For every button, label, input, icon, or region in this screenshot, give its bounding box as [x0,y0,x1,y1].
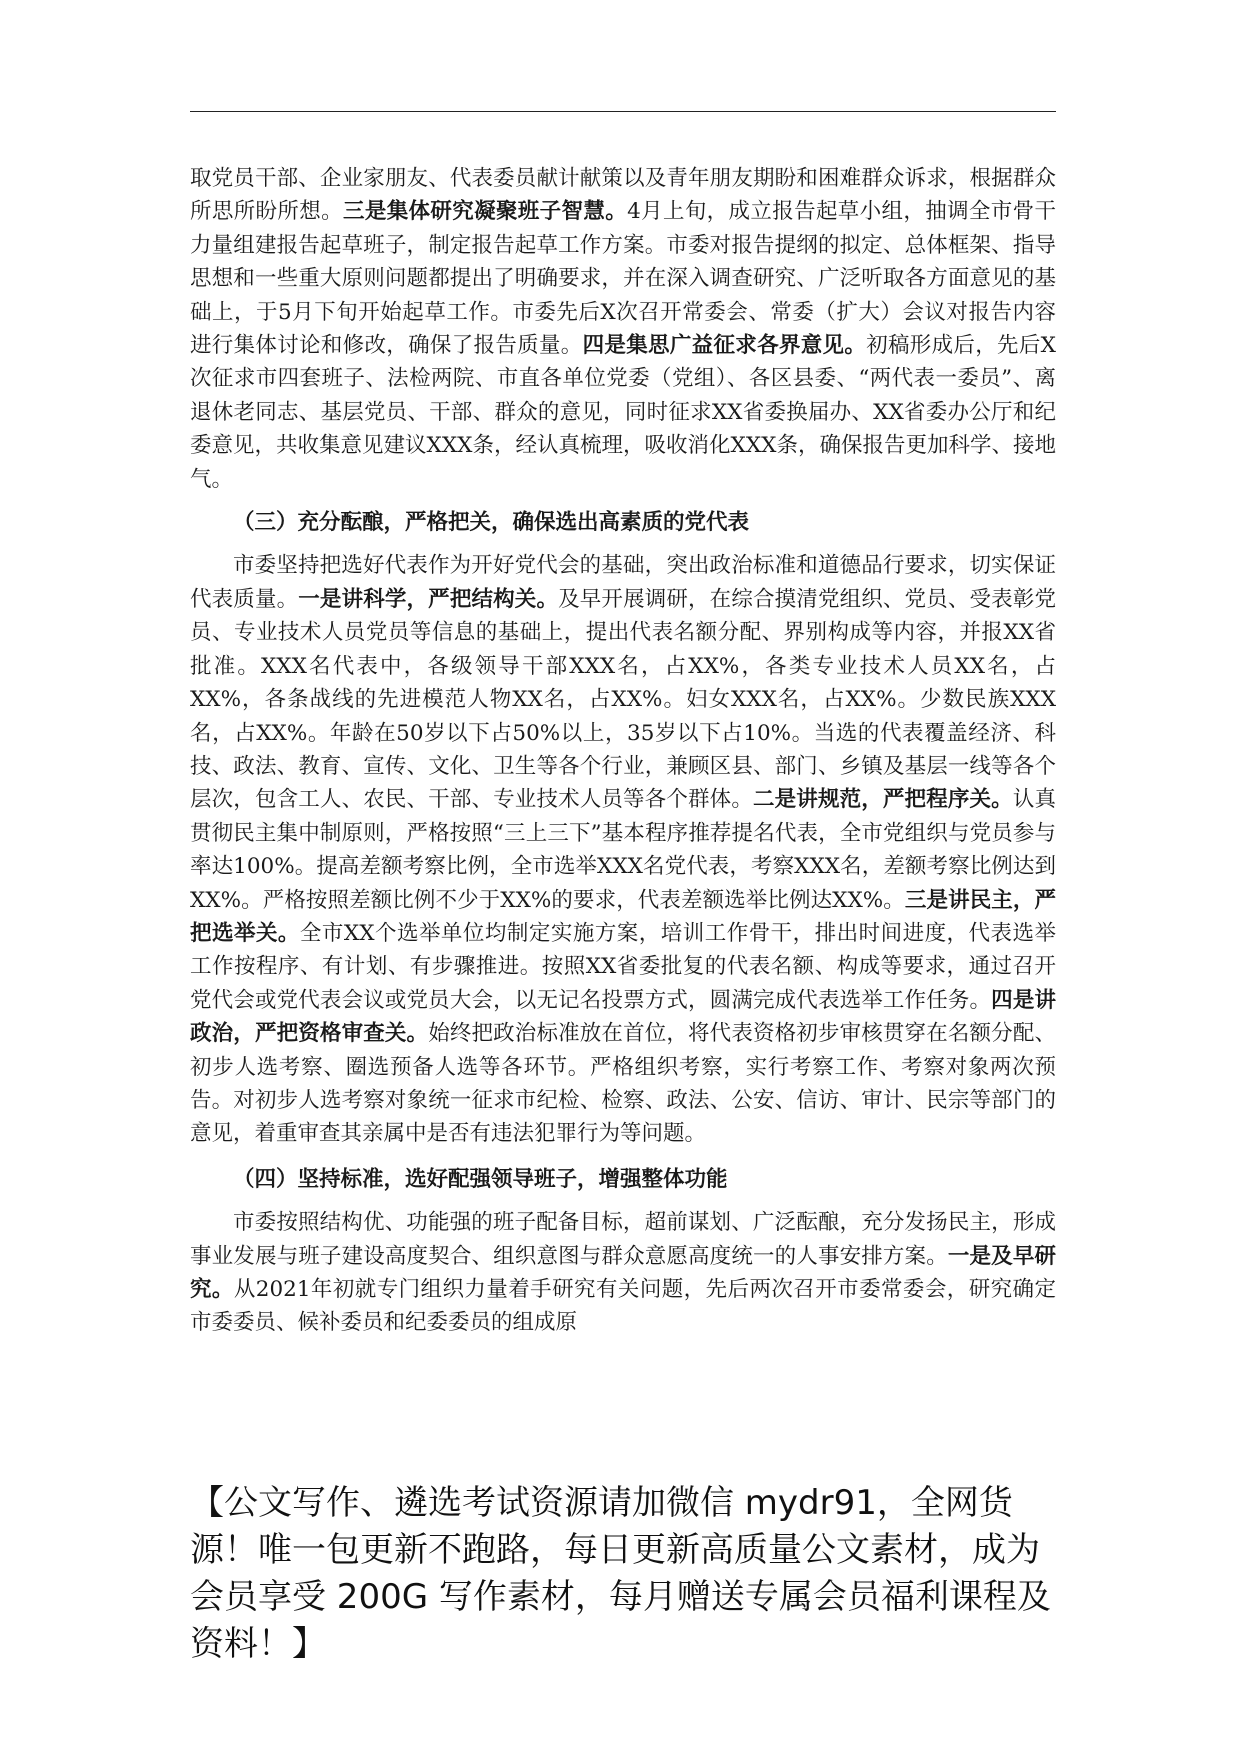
paragraph-text: 从2021年初就专门组织力量着手研究有关问题，先后两次召开市委常委会，研究确定市委委员、候补委员和纪委委员的组成原 [190,1277,1056,1336]
lead-phrase: 三是集体研究凝聚班子智慧。 [342,199,628,225]
section-heading-4: （四）坚持标准，选好配强领导班子，增强整体功能 [233,1166,728,1192]
header-rule [190,111,1056,112]
lead-phrase: 一是讲科学，严把结构关。 [298,586,559,612]
paragraph-text: 取党员干部、企业家朋友、代表委员献计献策以及青年朋友期盼和困难群众诉求，根据群众所思所盼所想。 [190,166,1056,225]
paragraph-delegates [190,549,1056,1150]
paragraph-text: 市委坚持把选好代表作为开好党代会的基础，突出政治标准和道德品行要求，切实保证代表质量。 [190,553,1056,612]
paragraph-drafting [190,162,1056,496]
section-heading-3: （三）充分酝酿，严格把关，确保选出高素质的党代表 [233,510,750,536]
lead-phrase: 二是讲规范，严把程序关。 [752,787,1013,813]
lead-phrase: 一是及早研究。 [190,1243,1056,1302]
promo-banner: 【公文写作、遴选考试资源请加微信 mydr91，全网货源！唯一包更新不跑路，每日更新高质量公文素材，成为会员享受 200G 写作素材，每月赠送专属会员福利课程及资料！】 [190,1483,1051,1664]
paragraph-leadership [190,1206,1056,1340]
paragraph-text: 4月上旬，成立报告起草小组，抽调全市骨干力量组建报告起草班子，制定报告起草工作方案。市委对报告提纲的拟定、总体框架、指导思想和一些重大原则问题都提出了明确要求，并在深入调查研究、广泛听取各方面意见的基础上，于5月下旬开始起草工作。市委先后X次召开常委会、常委（扩大）会议对报告内容进行集体讨论和修改，确保了报告质量。 [190,199,1056,359]
paragraph-text: 始终把政治标准放在首位，将代表资格初步审核贯穿在名额分配、初步人选考察、圈选预备人选等各环节。严格组织考察，实行考察工作、考察对象两次预告。对初步人选考察对象统一征求市纪检、检察、政法、公安、信访、审计、民宗等部门的意见，着重审查其亲属中是否有违法犯罪行为等问题。 [190,1021,1056,1147]
paragraph-text: 市委按照结构优、功能强的班子配备目标，超前谋划、广泛酝酿，充分发扬民主，形成事业发展与班子建设高度契合、组织意图与群众意愿高度统一的人事安排方案。 [190,1210,1056,1269]
paragraph-text: 全市XX个选举单位均制定实施方案，培训工作骨干，排出时间进度，代表选举工作按程序、有计划、有步骤推进。按照XX省委批复的代表名额、构成等要求，通过召开党代会或党代表会议或党员大会，以无记名投票方式，圆满完成代表选举工作任务。 [190,920,1056,1013]
paragraph-text: 认真贯彻民主集中制原则，严格按照“三上三下”基本程序推荐提名代表，全市党组织与党员参与率达100%。提高差额考察比例，全市选举XXX名党代表，考察XXX名，差额考察比例达到XX%。严格按照差额比例不少于XX%的要求，代表差额选举比例达XX%。 [190,787,1056,913]
lead-phrase: 四是集思广益征求各界意见。 [582,333,867,359]
lead-phrase: 三是讲民主，严把选举关。 [190,887,1056,946]
paragraph-text: 及早开展调研，在综合摸清党组织、党员、受表彰党员、专业技术人员党员等信息的基础上，提出代表名额分配、界别构成等内容，并报XX省批准。XXX名代表中，各级领导干部XXX名，占XX%，各类专业技术人员XX名，占XX%，各条战线的先进模范人物XX名，占XX%。妇女XXX名，占XX%。少数民族XXX名，占XX%。年龄在50岁以下占50%以上，35岁以下占10%。当选的代表覆盖经济、科技、政法、教育、宣传、文化、卫生等各个行业，兼顾区县、部门、乡镇及基层一线等各个层次，包含工人、农民、干部、专业技术人员等各个群体。 [190,586,1056,813]
lead-phrase: 四是讲政治，严把资格审查关。 [190,987,1056,1047]
paragraph-text: 初稿形成后，先后X次征求市四套班子、法检两院、市直各单位党委（党组）、各区县委、“两代表一委员”、离退休老同志、基层党员、干部、群众的意见，同时征求XX省委换届办、XX省委办公厅和纪委意见，共收集意见建议XXX条，经认真梳理，吸收消化XXX条，确保报告更加科学、接地气。 [190,333,1056,492]
document-body [190,162,1056,1340]
